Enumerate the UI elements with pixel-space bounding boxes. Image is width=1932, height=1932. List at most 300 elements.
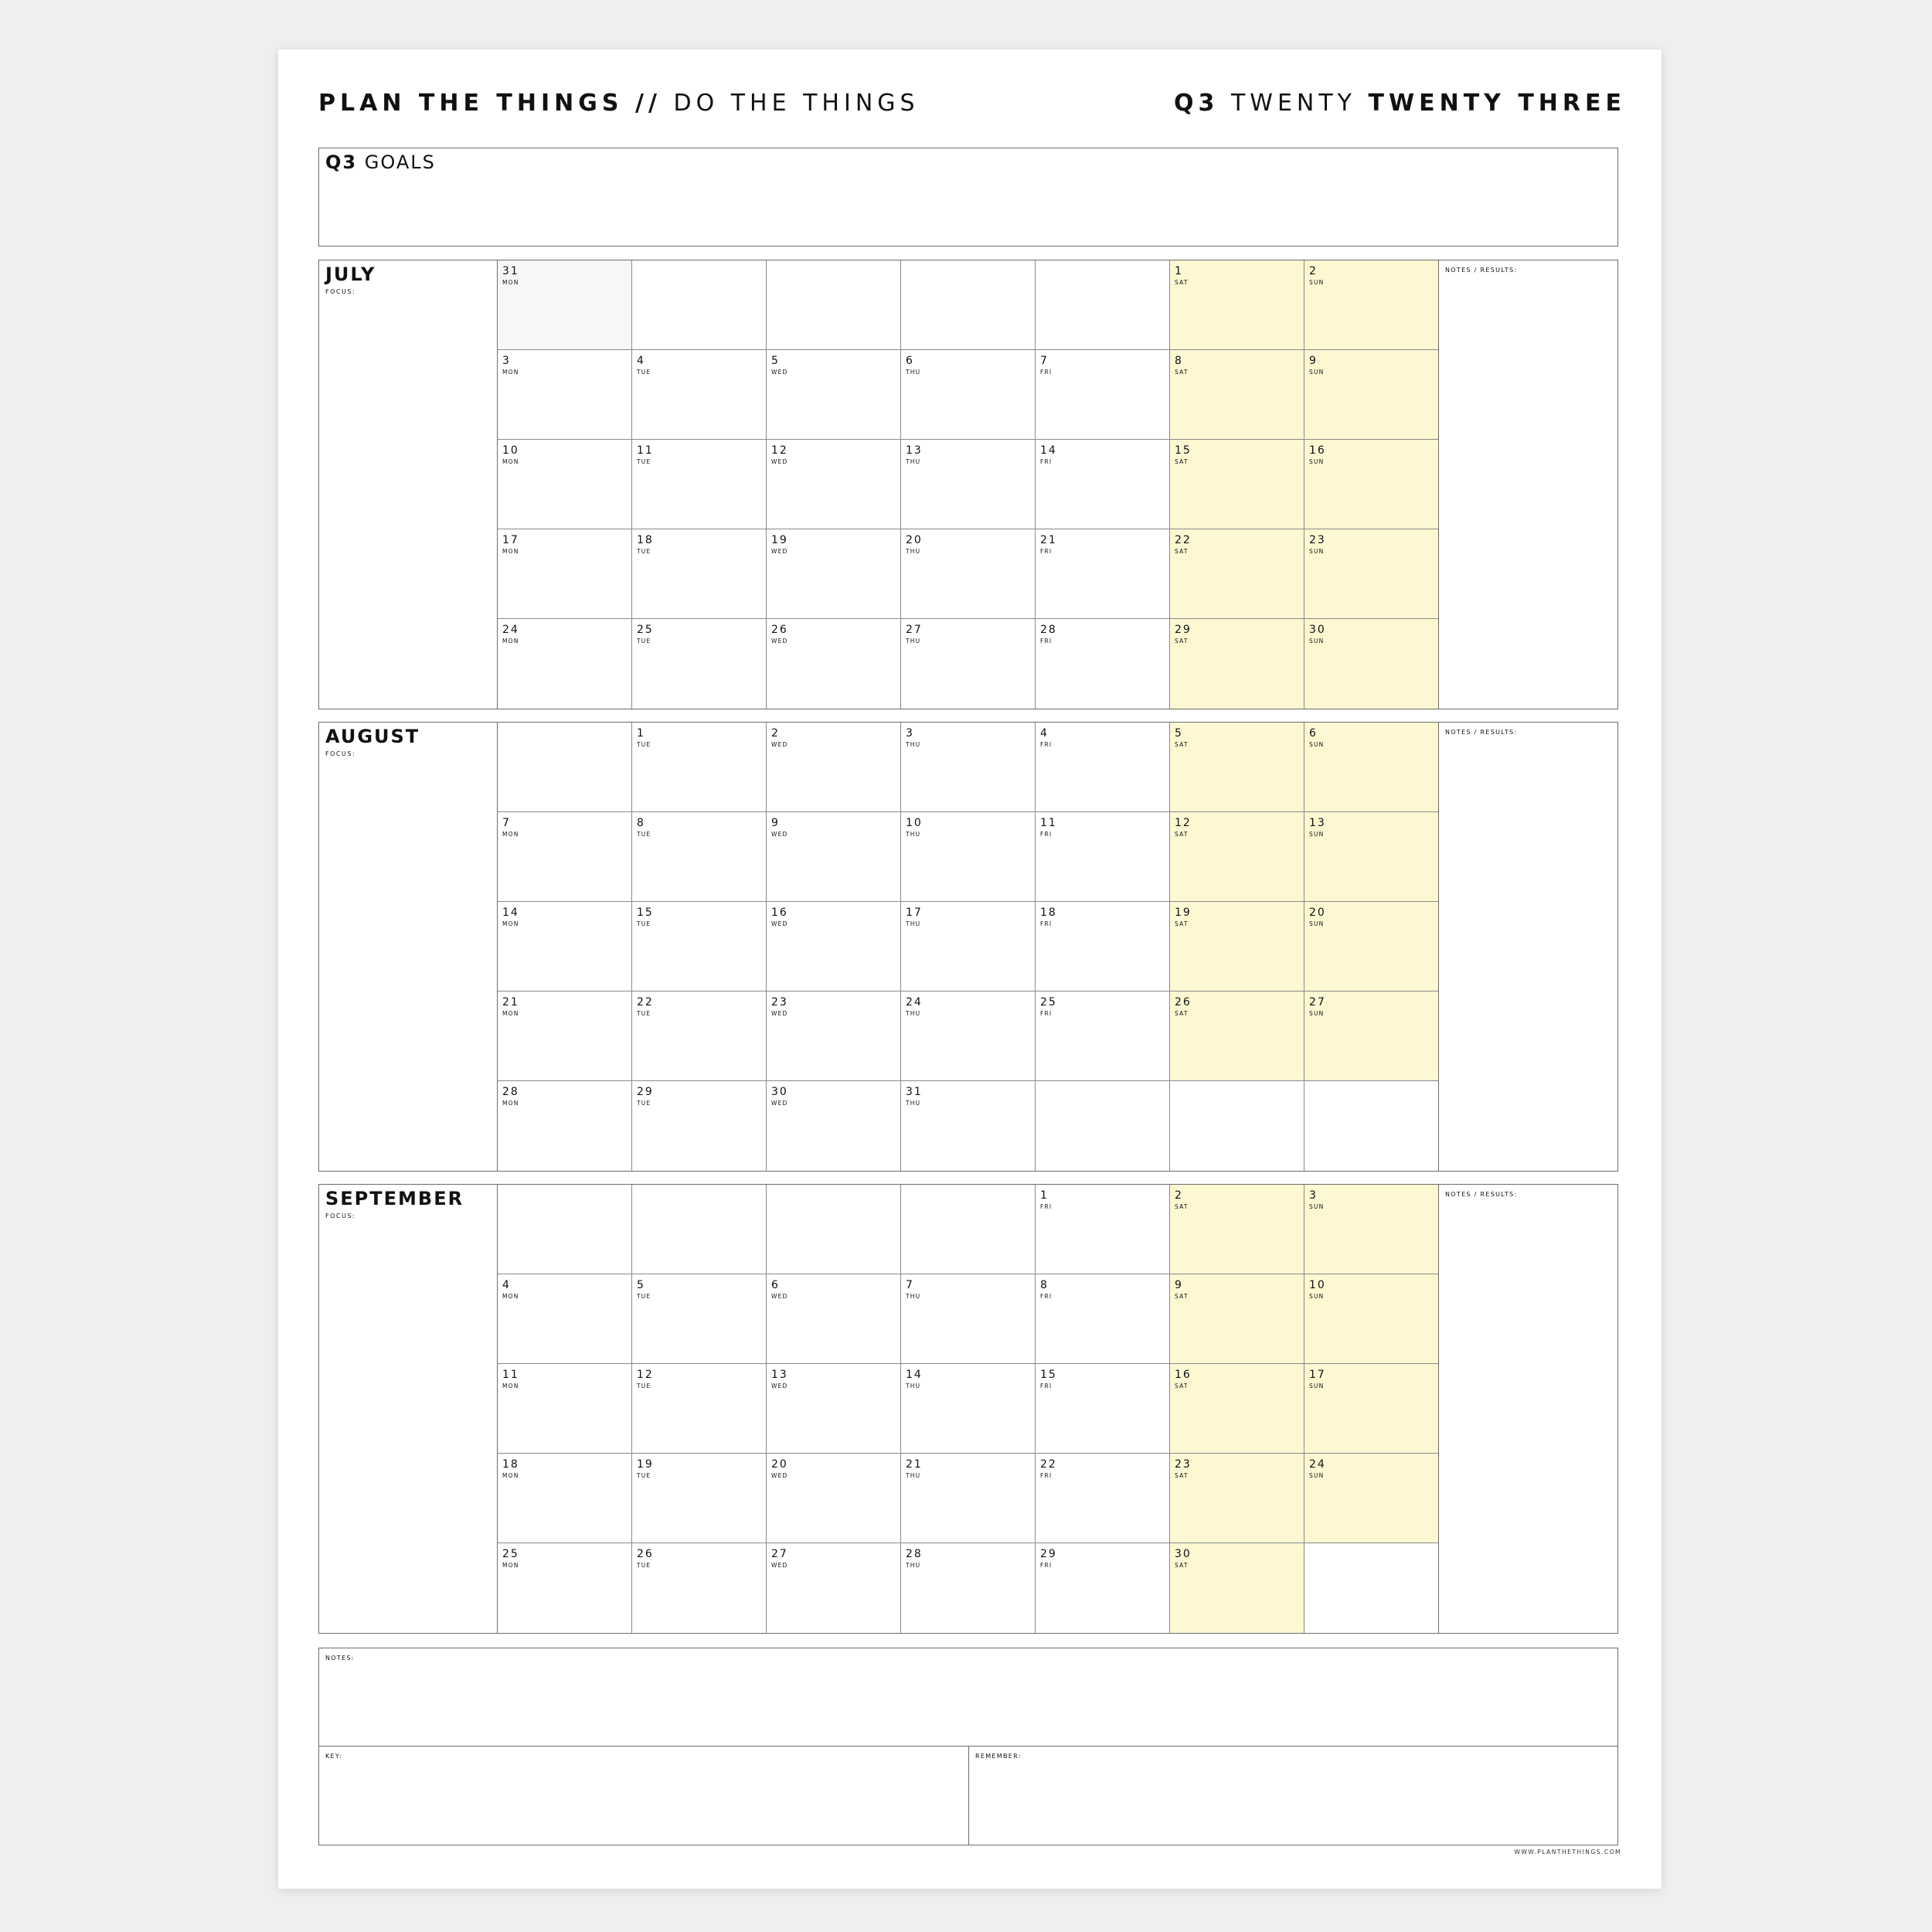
day-of-week: SAT	[1175, 458, 1189, 465]
day-cell[interactable]	[1170, 1081, 1304, 1171]
day-number: 12	[1175, 817, 1192, 829]
day-cell[interactable]	[1170, 1543, 1304, 1633]
day-number: 9	[771, 817, 780, 829]
day-cell[interactable]	[632, 1454, 767, 1543]
bottom-section	[318, 1648, 1618, 1845]
day-number: 27	[771, 1548, 788, 1560]
day-of-week: WED	[771, 1562, 788, 1569]
day-number: 25	[637, 624, 654, 636]
day-of-week: THU	[906, 741, 921, 748]
day-cell[interactable]	[767, 1274, 901, 1364]
month-focus-area[interactable]	[319, 723, 498, 1171]
day-number: 8	[637, 817, 645, 829]
day-cell[interactable]	[1170, 902, 1304, 992]
day-number: 28	[502, 1086, 519, 1098]
day-cell[interactable]	[767, 812, 901, 902]
day-number: 20	[1309, 906, 1326, 919]
day-number: 29	[637, 1086, 654, 1098]
day-of-week: FRI	[1040, 831, 1053, 838]
day-of-week: MON	[502, 458, 519, 465]
day-cell[interactable]	[1304, 812, 1439, 902]
day-number: 18	[637, 534, 654, 546]
day-cell[interactable]	[1036, 619, 1170, 709]
day-of-week: TUE	[637, 638, 651, 645]
day-cell[interactable]	[1170, 1364, 1304, 1454]
day-number: 12	[637, 1369, 654, 1381]
day-of-week: SUN	[1309, 279, 1325, 286]
day-cell[interactable]	[901, 1364, 1036, 1454]
day-cell[interactable]	[901, 1454, 1036, 1543]
month-notes-results[interactable]	[1439, 260, 1617, 709]
day-cell[interactable]	[767, 1185, 901, 1274]
day-of-week: SAT	[1175, 369, 1189, 376]
day-cell[interactable]	[1304, 1081, 1439, 1171]
month-notes-results[interactable]	[1439, 1185, 1617, 1633]
day-cell[interactable]	[1036, 260, 1170, 350]
day-of-week: THU	[906, 1100, 921, 1107]
header-period	[1174, 90, 1626, 117]
planner-page	[278, 49, 1662, 1889]
day-cell[interactable]	[1304, 619, 1439, 709]
header-separator: //	[635, 89, 662, 117]
day-of-week: TUE	[637, 1010, 651, 1017]
day-number: 8	[1040, 1279, 1049, 1291]
day-number: 16	[1175, 1369, 1192, 1381]
day-number: 1	[1175, 265, 1183, 277]
day-of-week: SUN	[1309, 1293, 1325, 1300]
day-of-week: MON	[502, 638, 519, 645]
day-number: 19	[771, 534, 788, 546]
day-cell[interactable]	[767, 350, 901, 440]
day-number: 4	[1040, 727, 1049, 740]
day-number: 15	[1175, 444, 1192, 457]
month-block-september	[318, 1184, 1618, 1634]
day-of-week: TUE	[637, 1562, 651, 1569]
day-number: 21	[502, 996, 519, 1009]
day-cell[interactable]	[1304, 350, 1439, 440]
day-cell[interactable]	[1304, 440, 1439, 529]
day-number: 4	[637, 355, 645, 367]
day-of-week: TUE	[637, 1472, 651, 1479]
day-cell[interactable]	[1036, 902, 1170, 992]
month-block-august	[318, 722, 1618, 1172]
day-number: 26	[637, 1548, 654, 1560]
day-number: 3	[1309, 1189, 1318, 1202]
day-of-week: MON	[502, 369, 519, 376]
header-plan: PLAN THE THINGS	[318, 89, 624, 117]
day-number: 23	[1309, 534, 1326, 546]
day-of-week: WED	[771, 458, 788, 465]
day-of-week: THU	[906, 638, 921, 645]
day-cell[interactable]	[901, 350, 1036, 440]
day-of-week: WED	[771, 548, 788, 555]
day-number: 17	[502, 534, 519, 546]
day-number: 5	[771, 355, 780, 367]
day-of-week: THU	[906, 1562, 921, 1569]
day-of-week: THU	[906, 548, 921, 555]
day-number: 22	[1040, 1458, 1057, 1471]
day-number: 25	[1040, 996, 1057, 1009]
month-focus-area[interactable]	[319, 1185, 498, 1633]
day-cell[interactable]	[1170, 992, 1304, 1081]
day-cell[interactable]	[498, 260, 632, 350]
day-of-week: FRI	[1040, 369, 1053, 376]
day-of-week: FRI	[1040, 638, 1053, 645]
day-cell[interactable]	[632, 902, 767, 992]
day-cell[interactable]	[901, 619, 1036, 709]
day-cell[interactable]	[498, 723, 632, 812]
day-cell[interactable]	[632, 440, 767, 529]
day-cell[interactable]	[1036, 440, 1170, 529]
day-number: 31	[906, 1086, 923, 1098]
day-of-week: TUE	[637, 1100, 651, 1107]
day-of-week: WED	[771, 1100, 788, 1107]
day-of-week: SUN	[1309, 1203, 1325, 1210]
day-cell[interactable]	[767, 1081, 901, 1171]
day-cell[interactable]	[1304, 1543, 1439, 1633]
goals-quarter: Q3	[325, 151, 358, 173]
day-number: 20	[906, 534, 923, 546]
day-of-week: THU	[906, 1472, 921, 1479]
day-of-week: TUE	[637, 548, 651, 555]
day-of-week: SUN	[1309, 831, 1325, 838]
day-cell[interactable]	[1304, 529, 1439, 619]
day-cell[interactable]	[767, 619, 901, 709]
day-of-week: TUE	[637, 369, 651, 376]
remember-label: REMEMBER:	[975, 1753, 1022, 1760]
day-number: 23	[771, 996, 788, 1009]
day-of-week: THU	[906, 369, 921, 376]
day-number: 30	[1175, 1548, 1192, 1560]
day-cell[interactable]	[632, 1364, 767, 1454]
notes-box[interactable]	[319, 1648, 1617, 1747]
day-cell[interactable]	[498, 1274, 632, 1364]
day-cell[interactable]	[1304, 1185, 1439, 1274]
day-cell[interactable]	[1036, 1274, 1170, 1364]
focus-label: FOCUS:	[325, 1213, 356, 1219]
day-number: 18	[502, 1458, 519, 1471]
day-cell[interactable]	[901, 1543, 1036, 1633]
day-cell[interactable]	[1170, 812, 1304, 902]
key-box[interactable]	[319, 1747, 969, 1845]
calendar-grid	[498, 723, 1439, 1171]
day-number: 12	[771, 444, 788, 457]
day-number: 3	[502, 355, 511, 367]
day-of-week: MON	[502, 1010, 519, 1017]
day-cell[interactable]	[632, 350, 767, 440]
day-number: 7	[1040, 355, 1049, 367]
day-cell[interactable]	[1036, 1454, 1170, 1543]
month-focus-area[interactable]	[319, 260, 498, 709]
day-number: 30	[1309, 624, 1326, 636]
day-of-week: MON	[502, 1293, 519, 1300]
notes-results-label: NOTES / RESULTS:	[1445, 267, 1518, 274]
day-cell[interactable]	[1036, 1364, 1170, 1454]
day-cell[interactable]	[498, 440, 632, 529]
day-of-week: THU	[906, 920, 921, 927]
day-cell[interactable]	[632, 1543, 767, 1633]
day-cell[interactable]	[498, 812, 632, 902]
day-number: 21	[1040, 534, 1057, 546]
day-of-week: SAT	[1175, 279, 1189, 286]
day-cell[interactable]	[767, 529, 901, 619]
day-cell[interactable]	[498, 902, 632, 992]
day-of-week: TUE	[637, 1293, 651, 1300]
day-cell[interactable]	[767, 440, 901, 529]
day-number: 14	[906, 1369, 923, 1381]
day-of-week: SAT	[1175, 920, 1189, 927]
day-number: 29	[1040, 1548, 1057, 1560]
day-cell[interactable]	[1304, 260, 1439, 350]
focus-label: FOCUS:	[325, 750, 356, 757]
day-cell[interactable]	[498, 1454, 632, 1543]
day-cell[interactable]	[1036, 1543, 1170, 1633]
day-cell[interactable]	[1170, 350, 1304, 440]
day-cell[interactable]	[1170, 260, 1304, 350]
day-of-week: SAT	[1175, 1293, 1189, 1300]
day-cell[interactable]	[767, 1454, 901, 1543]
day-number: 15	[1040, 1369, 1057, 1381]
day-cell[interactable]	[1304, 992, 1439, 1081]
day-of-week: SAT	[1175, 831, 1189, 838]
day-number: 9	[1309, 355, 1318, 367]
day-number: 28	[1040, 624, 1057, 636]
day-number: 21	[906, 1458, 923, 1471]
day-of-week: SAT	[1175, 1383, 1189, 1389]
day-number: 15	[637, 906, 654, 919]
day-cell[interactable]	[632, 1274, 767, 1364]
day-number: 16	[1309, 444, 1326, 457]
day-cell[interactable]	[767, 260, 901, 350]
day-number: 19	[1175, 906, 1192, 919]
day-number: 2	[1175, 1189, 1183, 1202]
day-cell[interactable]	[1170, 1185, 1304, 1274]
calendar-grid	[498, 1185, 1439, 1633]
day-cell[interactable]	[1170, 440, 1304, 529]
day-of-week: MON	[502, 279, 519, 286]
day-cell[interactable]	[1036, 812, 1170, 902]
day-of-week: WED	[771, 920, 788, 927]
day-of-week: THU	[906, 1383, 921, 1389]
day-cell[interactable]	[498, 350, 632, 440]
day-number: 1	[1040, 1189, 1049, 1202]
header-tagline	[318, 90, 920, 117]
day-of-week: MON	[502, 1383, 519, 1389]
day-of-week: SUN	[1309, 1383, 1325, 1389]
day-number: 10	[1309, 1279, 1326, 1291]
day-number: 23	[1175, 1458, 1192, 1471]
focus-label: FOCUS:	[325, 288, 356, 295]
day-cell[interactable]	[632, 529, 767, 619]
day-cell[interactable]	[901, 440, 1036, 529]
day-cell[interactable]	[498, 992, 632, 1081]
day-of-week: WED	[771, 638, 788, 645]
day-of-week: FRI	[1040, 1203, 1053, 1210]
day-number: 6	[1309, 727, 1318, 740]
day-cell[interactable]	[632, 723, 767, 812]
day-of-week: TUE	[637, 458, 651, 465]
day-of-week: TUE	[637, 741, 651, 748]
header-year-light: TWENTY	[1230, 89, 1356, 117]
day-cell[interactable]	[1170, 1454, 1304, 1543]
day-cell[interactable]	[498, 1081, 632, 1171]
month-notes-results[interactable]	[1439, 723, 1617, 1171]
day-number: 31	[502, 265, 519, 277]
day-number: 14	[502, 906, 519, 919]
day-of-week: FRI	[1040, 1562, 1053, 1569]
day-cell[interactable]	[901, 1274, 1036, 1364]
day-number: 16	[771, 906, 788, 919]
day-number: 10	[502, 444, 519, 457]
day-of-week: WED	[771, 369, 788, 376]
goals-box[interactable]	[318, 148, 1618, 247]
day-of-week: FRI	[1040, 1010, 1053, 1017]
day-number: 26	[771, 624, 788, 636]
footer-url: WWW.PLANTHETHINGS.COM	[1514, 1849, 1621, 1855]
day-cell[interactable]	[1170, 1274, 1304, 1364]
goals-text: GOALS	[364, 151, 436, 173]
day-of-week: SUN	[1309, 1010, 1325, 1017]
day-cell[interactable]	[632, 812, 767, 902]
day-of-week: MON	[502, 831, 519, 838]
day-cell[interactable]	[1170, 723, 1304, 812]
key-label: KEY:	[325, 1753, 343, 1760]
day-cell[interactable]	[632, 260, 767, 350]
day-number: 17	[906, 906, 923, 919]
goals-label	[325, 151, 436, 173]
day-cell[interactable]	[767, 1364, 901, 1454]
day-cell[interactable]	[901, 260, 1036, 350]
day-of-week: SUN	[1309, 638, 1325, 645]
day-cell[interactable]	[1036, 529, 1170, 619]
day-number: 2	[1309, 265, 1318, 277]
day-number: 9	[1175, 1279, 1183, 1291]
day-of-week: THU	[906, 1293, 921, 1300]
day-cell[interactable]	[632, 619, 767, 709]
day-number: 7	[502, 817, 511, 829]
day-of-week: WED	[771, 831, 788, 838]
day-cell[interactable]	[901, 812, 1036, 902]
day-of-week: SAT	[1175, 1562, 1189, 1569]
day-number: 14	[1040, 444, 1057, 457]
day-number: 30	[771, 1086, 788, 1098]
day-cell[interactable]	[1036, 992, 1170, 1081]
day-cell[interactable]	[1036, 1185, 1170, 1274]
month-name: JULY	[325, 264, 376, 285]
day-of-week: SUN	[1309, 369, 1325, 376]
day-of-week: MON	[502, 1100, 519, 1107]
day-number: 27	[906, 624, 923, 636]
day-cell[interactable]	[1304, 723, 1439, 812]
day-of-week: SAT	[1175, 1472, 1189, 1479]
day-cell[interactable]	[632, 1081, 767, 1171]
remember-box[interactable]	[969, 1747, 1617, 1845]
day-of-week: MON	[502, 920, 519, 927]
calendar-grid	[498, 260, 1439, 709]
day-cell[interactable]	[498, 619, 632, 709]
day-of-week: SUN	[1309, 920, 1325, 927]
month-name: AUGUST	[325, 726, 420, 747]
day-number: 7	[906, 1279, 914, 1291]
day-of-week: SUN	[1309, 458, 1325, 465]
day-number: 24	[1309, 1458, 1326, 1471]
day-cell[interactable]	[632, 992, 767, 1081]
day-number: 27	[1309, 996, 1326, 1009]
day-cell[interactable]	[1304, 902, 1439, 992]
day-number: 6	[771, 1279, 780, 1291]
day-cell[interactable]	[901, 902, 1036, 992]
page-header	[318, 83, 1626, 122]
day-cell[interactable]	[767, 723, 901, 812]
day-of-week: WED	[771, 1472, 788, 1479]
day-cell[interactable]	[1304, 1274, 1439, 1364]
day-number: 11	[637, 444, 654, 457]
day-cell[interactable]	[1170, 529, 1304, 619]
day-cell[interactable]	[1036, 1081, 1170, 1171]
notes-label: NOTES:	[325, 1655, 355, 1662]
day-of-week: FRI	[1040, 458, 1053, 465]
day-of-week: THU	[906, 1010, 921, 1017]
day-cell[interactable]	[498, 529, 632, 619]
day-cell[interactable]	[901, 1185, 1036, 1274]
day-cell[interactable]	[1304, 1364, 1439, 1454]
notes-results-label: NOTES / RESULTS:	[1445, 1191, 1518, 1198]
day-cell[interactable]	[1170, 619, 1304, 709]
header-quarter: Q3	[1174, 89, 1219, 117]
day-cell[interactable]	[1304, 1454, 1439, 1543]
day-of-week: SUN	[1309, 548, 1325, 555]
day-number: 13	[1309, 817, 1326, 829]
month-name: SEPTEMBER	[325, 1188, 464, 1209]
day-cell[interactable]	[1036, 350, 1170, 440]
day-cell[interactable]	[767, 992, 901, 1081]
day-cell[interactable]	[901, 992, 1036, 1081]
day-number: 11	[502, 1369, 519, 1381]
month-block-july	[318, 260, 1618, 709]
day-number: 20	[771, 1458, 788, 1471]
day-cell[interactable]	[632, 1185, 767, 1274]
day-cell[interactable]	[498, 1543, 632, 1633]
day-of-week: WED	[771, 1383, 788, 1389]
day-cell[interactable]	[498, 1185, 632, 1274]
day-cell[interactable]	[901, 723, 1036, 812]
day-of-week: MON	[502, 1472, 519, 1479]
day-number: 29	[1175, 624, 1192, 636]
day-of-week: SAT	[1175, 741, 1189, 748]
day-cell[interactable]	[901, 1081, 1036, 1171]
day-cell[interactable]	[767, 902, 901, 992]
day-of-week: FRI	[1040, 920, 1053, 927]
day-of-week: FRI	[1040, 1472, 1053, 1479]
header-year-bold: TWENTY THREE	[1368, 89, 1626, 117]
day-number: 10	[906, 817, 923, 829]
day-number: 18	[1040, 906, 1057, 919]
day-of-week: SAT	[1175, 638, 1189, 645]
day-cell[interactable]	[1036, 723, 1170, 812]
day-number: 22	[1175, 534, 1192, 546]
day-number: 22	[637, 996, 654, 1009]
day-number: 11	[1040, 817, 1057, 829]
day-cell[interactable]	[901, 529, 1036, 619]
day-number: 13	[906, 444, 923, 457]
day-of-week: THU	[906, 458, 921, 465]
day-number: 6	[906, 355, 914, 367]
day-cell[interactable]	[767, 1543, 901, 1633]
day-of-week: SUN	[1309, 741, 1325, 748]
day-number: 28	[906, 1548, 923, 1560]
day-cell[interactable]	[498, 1364, 632, 1454]
day-number: 3	[906, 727, 914, 740]
